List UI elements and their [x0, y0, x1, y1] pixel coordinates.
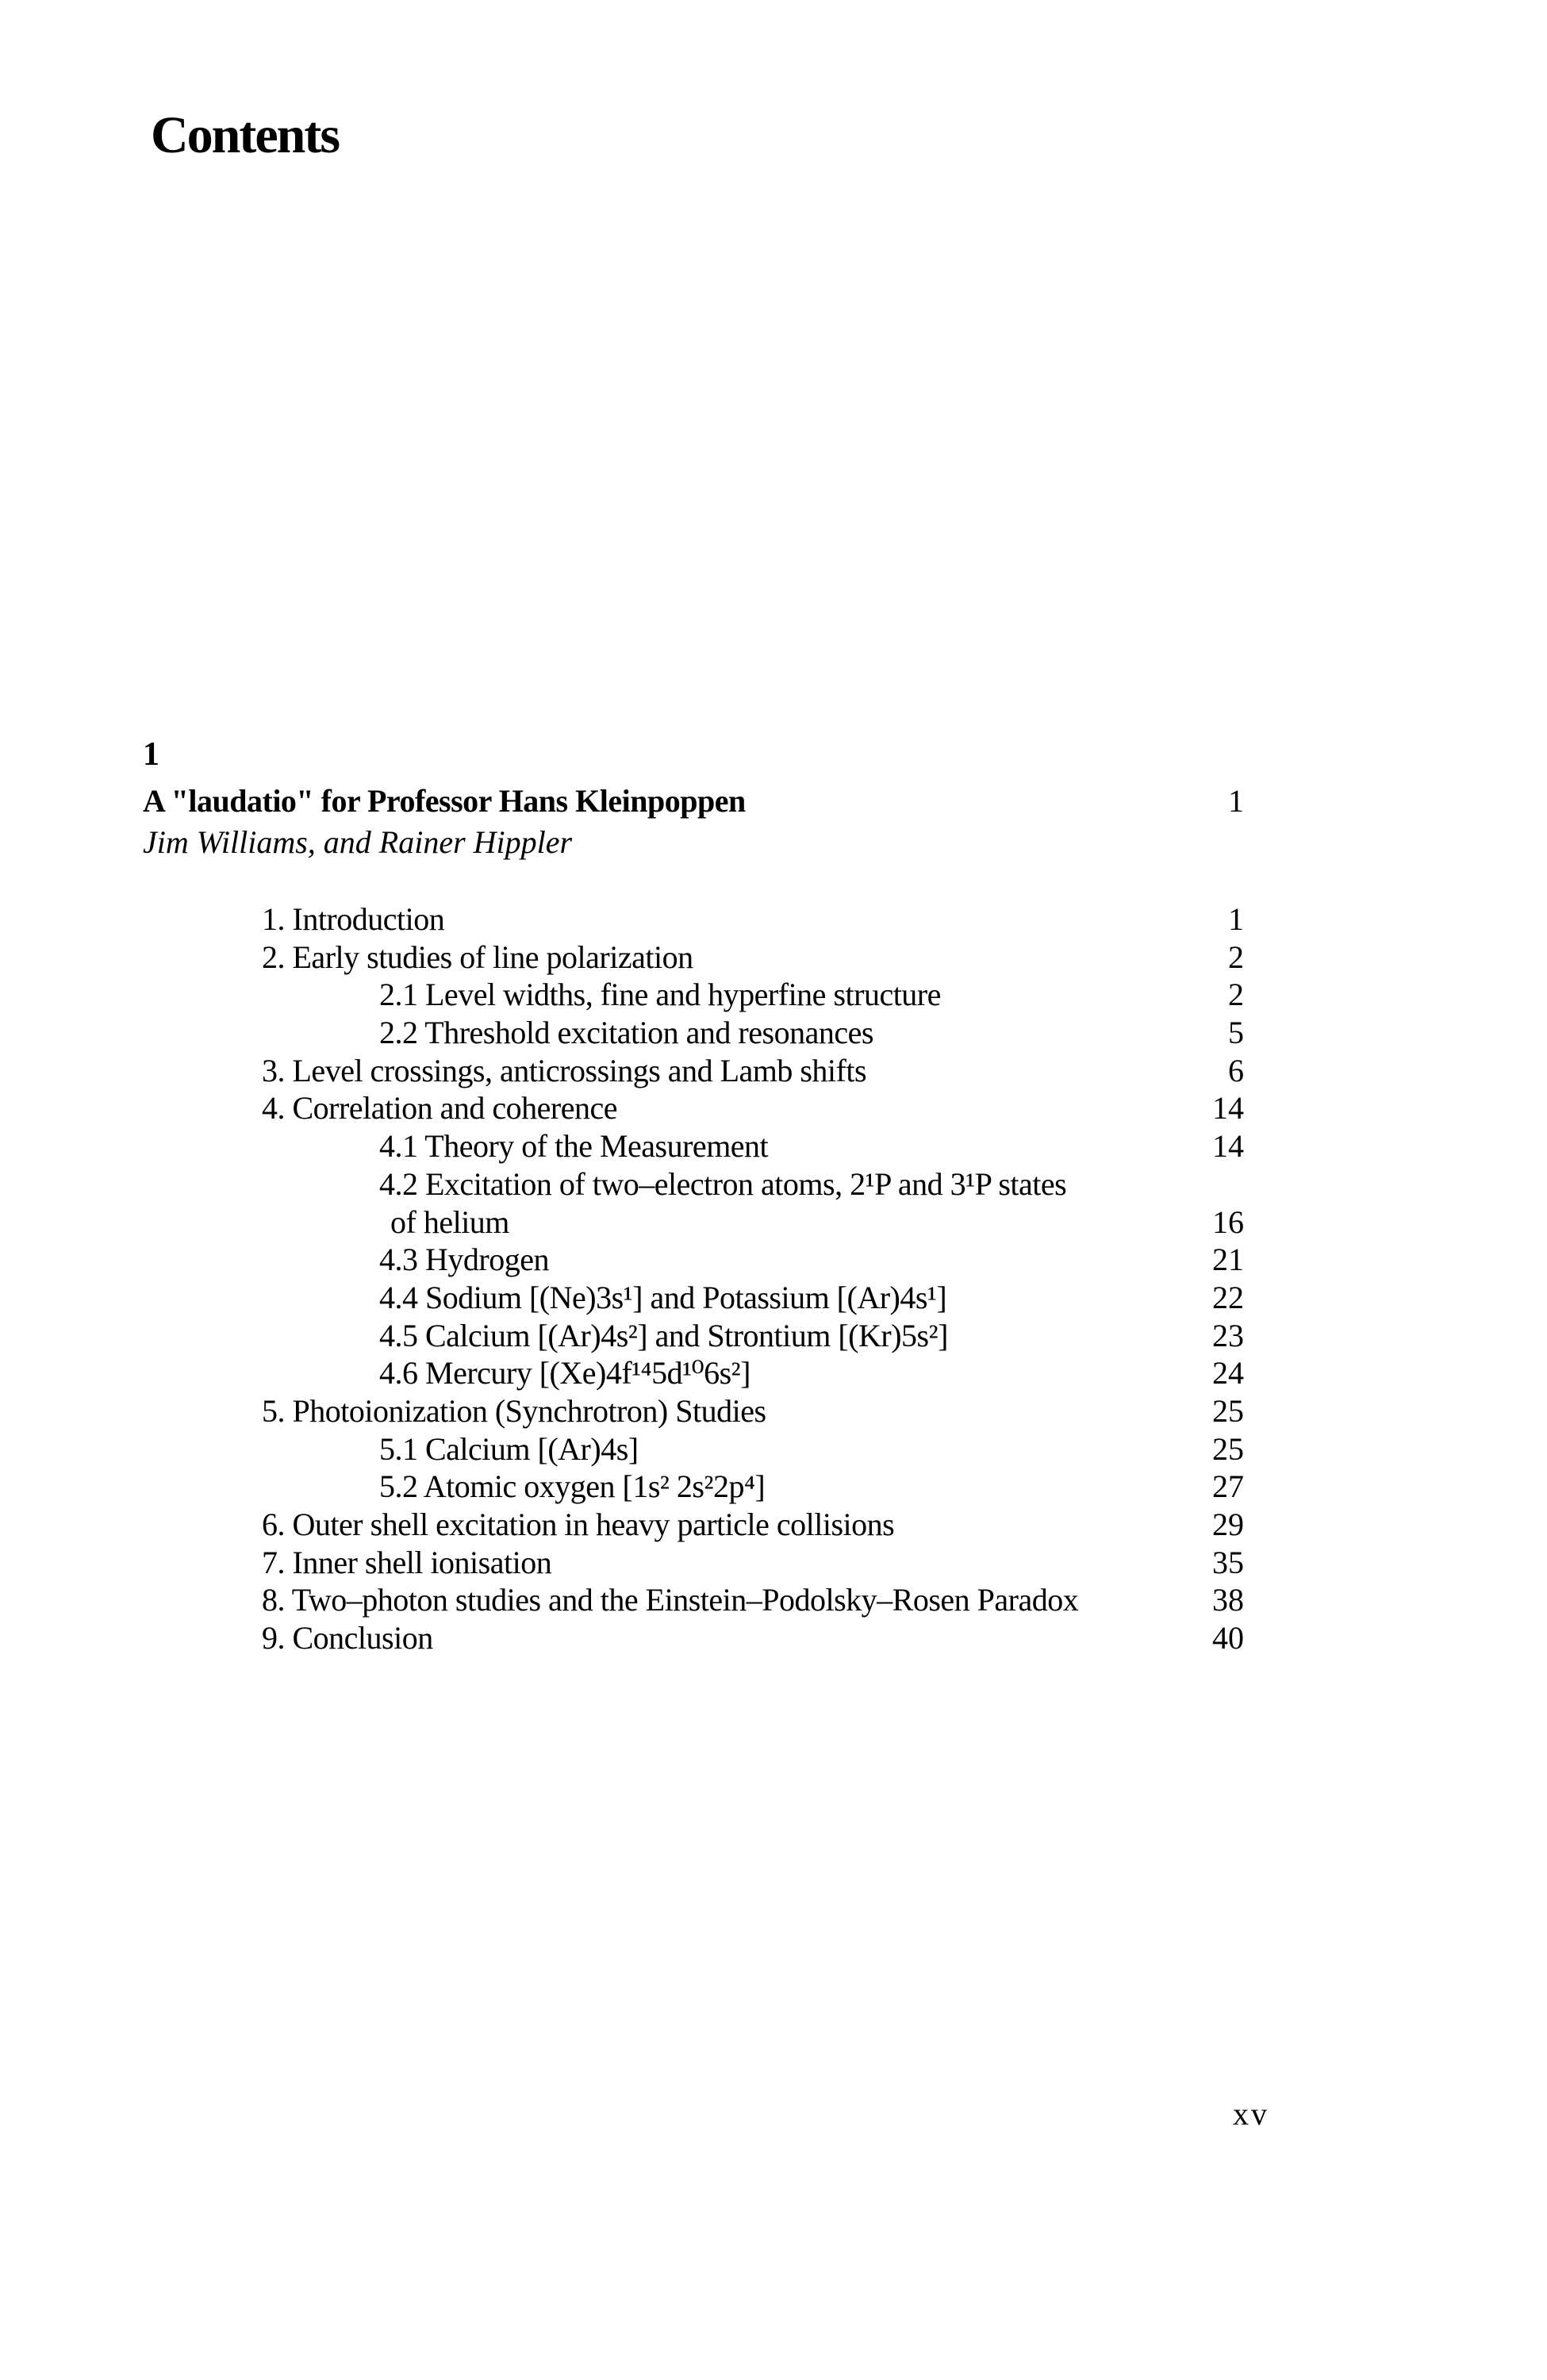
toc-entry[interactable]: [0, 976, 1547, 1014]
toc-entry-page: 16: [1212, 1203, 1244, 1240]
toc-entry[interactable]: [0, 1619, 1547, 1657]
toc-entry[interactable]: [0, 1506, 1547, 1544]
toc-entry-label: 4.2 Excitation of two–electron atoms, 2¹P and 3¹P states: [379, 1165, 1067, 1202]
toc-entry-page: 14: [1212, 1128, 1244, 1165]
toc-entry-label: 5.1 Calcium [(Ar)4s]: [379, 1430, 639, 1467]
page-folio: xv: [1233, 2096, 1269, 2132]
toc-entry-page: 38: [1212, 1582, 1244, 1618]
toc-entry[interactable]: [0, 1089, 1547, 1127]
toc-entry-label: 4.5 Calcium [(Ar)4s²] and Strontium [(Kr)5s²]: [379, 1317, 948, 1353]
toc-entry-label: 5. Photoionization (Synchrotron) Studies: [262, 1392, 766, 1429]
toc-entry[interactable]: [0, 939, 1547, 977]
toc-entry[interactable]: [0, 1165, 1547, 1203]
toc-entry-label: 4. Correlation and coherence: [262, 1090, 618, 1127]
chapter-page-number: 1: [1228, 783, 1244, 819]
toc-entry[interactable]: [0, 1468, 1547, 1506]
toc-entry-list: [0, 900, 1547, 1657]
toc-entry[interactable]: [0, 1014, 1547, 1052]
toc-entry-label: 4.4 Sodium [(Ne)3s¹] and Potassium [(Ar)4s¹]: [379, 1279, 947, 1315]
toc-entry-page: 22: [1212, 1279, 1244, 1315]
toc-entry[interactable]: [0, 1430, 1547, 1468]
toc-entry-label: 3. Level crossings, anticrossings and Lamb shifts: [262, 1052, 867, 1088]
toc-entry[interactable]: [0, 1052, 1547, 1090]
toc-entry-page: 25: [1212, 1392, 1244, 1429]
page-title: Contents: [151, 106, 340, 164]
toc-entry-label: of helium: [390, 1203, 509, 1240]
chapter-title: A "laudatio" for Professor Hans Kleinpoppen: [143, 783, 746, 819]
toc-entry[interactable]: [0, 1203, 1547, 1242]
toc-entry-label: 2. Early studies of line polarization: [262, 939, 693, 975]
toc-entry-page: 6: [1228, 1052, 1244, 1088]
toc-entry-page: 23: [1212, 1317, 1244, 1353]
toc-entry-label: 2.2 Threshold excitation and resonances: [379, 1015, 873, 1051]
toc-entry-page: 25: [1212, 1430, 1244, 1467]
toc-entry-page: 24: [1212, 1355, 1244, 1392]
toc-entry-label: 8. Two–photon studies and the Einstein–Podolsky–Rosen Paradox: [262, 1582, 1079, 1618]
chapter-number: 1: [143, 736, 159, 773]
toc-entry-page: 1: [1228, 901, 1244, 937]
toc-entry-page: 29: [1212, 1507, 1244, 1542]
toc-entry[interactable]: [0, 1241, 1547, 1279]
chapter-authors: Jim Williams, and Rainer Hippler: [143, 824, 573, 860]
toc-entry-label: 4.6 Mercury [(Xe)4f¹⁴5d¹⁰6s²]: [379, 1355, 750, 1392]
toc-entry[interactable]: [0, 900, 1547, 939]
toc-entry-label: 1. Introduction: [262, 901, 445, 937]
toc-entry[interactable]: [0, 1392, 1547, 1430]
toc-entry[interactable]: [0, 1279, 1547, 1317]
toc-entry-page: 40: [1212, 1620, 1244, 1656]
toc-entry[interactable]: [0, 1317, 1547, 1355]
toc-entry[interactable]: [0, 1354, 1547, 1392]
toc-entry[interactable]: [0, 1581, 1547, 1619]
toc-entry[interactable]: [0, 1544, 1547, 1582]
toc-entry-label: 2.1 Level widths, fine and hyperfine structure: [379, 977, 941, 1013]
toc-entry-page: 14: [1212, 1090, 1244, 1127]
toc-entry[interactable]: [0, 1127, 1547, 1165]
toc-entry-label: 6. Outer shell excitation in heavy particle collisions: [262, 1507, 895, 1542]
toc-entry-page: 5: [1228, 1015, 1244, 1051]
toc-entry-page: 21: [1212, 1242, 1244, 1278]
toc-entry-page: 35: [1212, 1544, 1244, 1580]
toc-entry-label: 4.1 Theory of the Measurement: [379, 1128, 769, 1165]
toc-entry-label: 7. Inner shell ionisation: [262, 1544, 552, 1580]
toc-entry-label: 9. Conclusion: [262, 1620, 433, 1656]
toc-entry-label: 5.2 Atomic oxygen [1s² 2s²2p⁴]: [379, 1468, 766, 1505]
toc-entry-page: 2: [1228, 939, 1244, 975]
toc-entry-label: 4.3 Hydrogen: [379, 1242, 549, 1278]
toc-entry-page: 27: [1212, 1468, 1244, 1505]
toc-entry-page: 2: [1228, 977, 1244, 1013]
